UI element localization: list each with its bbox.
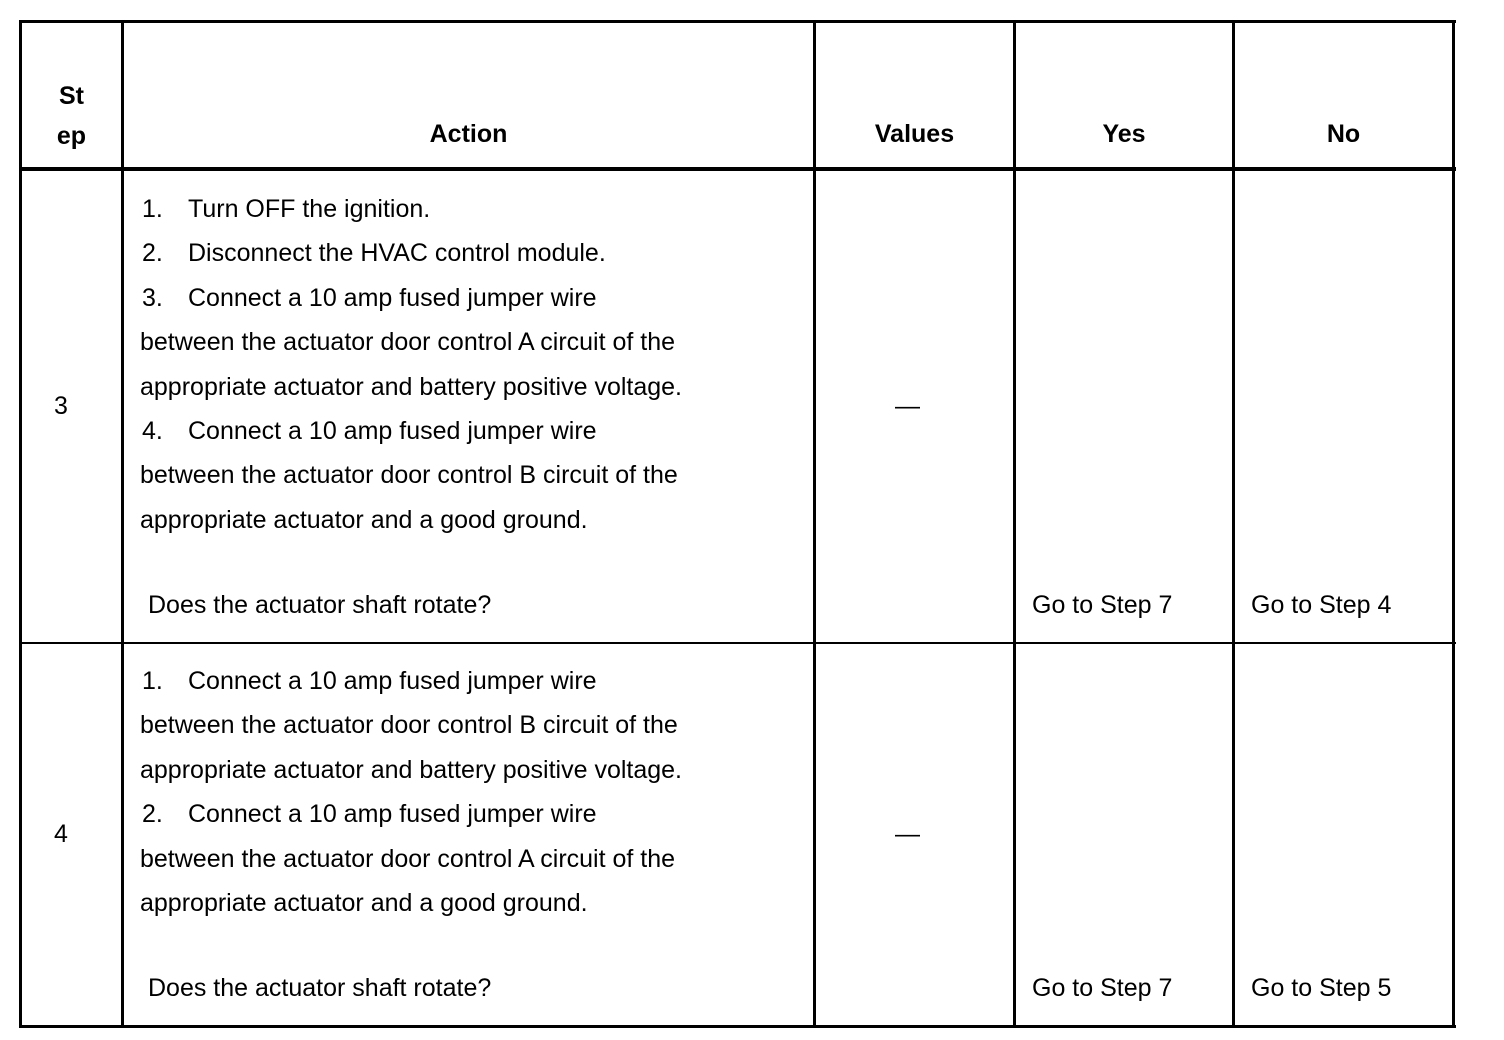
action-question: Does the actuator shaft rotate? xyxy=(148,974,492,1002)
list-item xyxy=(140,231,682,275)
header-action: Action xyxy=(429,120,508,148)
list-item-text: appropriate actuator and battery positive voltage. xyxy=(140,755,683,784)
table-border-bottom xyxy=(19,1025,1456,1028)
list-item-number: 1. xyxy=(142,667,163,695)
list-item xyxy=(140,276,682,409)
header-divider xyxy=(19,167,1456,171)
action-list xyxy=(140,187,682,542)
header-values: Values xyxy=(874,120,955,148)
list-item xyxy=(140,659,682,792)
list-item-text: Connect a 10 amp fused jumper wire xyxy=(188,417,597,446)
list-item-text: Connect a 10 amp fused jumper wire xyxy=(188,667,597,695)
list-item-number: 3. xyxy=(142,283,163,312)
list-item-text: Turn OFF the ignition. xyxy=(188,195,431,223)
diagnostic-table xyxy=(19,20,1456,1028)
list-item-text: between the actuator door control A circuit of the xyxy=(140,844,676,873)
list-item xyxy=(140,409,682,542)
yes-cell: Go to Step 7 xyxy=(1032,591,1173,619)
table-border-right xyxy=(1452,20,1455,1028)
list-item xyxy=(140,187,682,231)
action-question: Does the actuator shaft rotate? xyxy=(148,591,492,619)
list-item-text: between the actuator door control B circuit of the xyxy=(140,711,678,740)
list-item-text: appropriate actuator and a good ground. xyxy=(140,505,588,534)
header-yes: Yes xyxy=(1102,120,1146,148)
list-item-text: appropriate actuator and battery positive voltage. xyxy=(140,372,683,401)
list-item-number: 4. xyxy=(142,417,163,446)
list-item-number: 1. xyxy=(142,195,163,223)
values-cell: — xyxy=(895,820,920,848)
list-item-text: between the actuator door control A circuit of the xyxy=(140,328,676,357)
table-border-top xyxy=(19,20,1456,23)
col-divider-values xyxy=(1013,20,1016,1028)
no-cell: Go to Step 5 xyxy=(1251,974,1392,1002)
header-step xyxy=(22,76,121,156)
values-cell: — xyxy=(895,392,920,420)
col-divider-yes xyxy=(1232,20,1235,1028)
list-item-text: between the actuator door control B circuit of the xyxy=(140,461,678,490)
col-divider-step xyxy=(121,20,124,1028)
list-item-number: 2. xyxy=(142,800,163,829)
yes-cell: Go to Step 7 xyxy=(1032,974,1173,1002)
list-item xyxy=(140,792,682,925)
list-item-number: 2. xyxy=(142,239,163,268)
action-list xyxy=(140,659,682,925)
col-divider-action xyxy=(813,20,816,1028)
table-border-left xyxy=(19,20,22,1028)
header-no: No xyxy=(1326,120,1361,148)
list-item-text: Connect a 10 amp fused jumper wire xyxy=(188,800,597,829)
row-divider xyxy=(19,642,1456,644)
no-cell: Go to Step 4 xyxy=(1251,591,1392,619)
list-item-text: Disconnect the HVAC control module. xyxy=(188,239,606,268)
row-step-number: 3 xyxy=(54,392,68,420)
header-step-line1: St xyxy=(59,82,84,110)
header-step-line2: ep xyxy=(56,122,87,150)
row-step-number: 4 xyxy=(54,820,68,848)
list-item-text: appropriate actuator and a good ground. xyxy=(140,889,588,918)
list-item-text: Connect a 10 amp fused jumper wire xyxy=(188,283,597,312)
